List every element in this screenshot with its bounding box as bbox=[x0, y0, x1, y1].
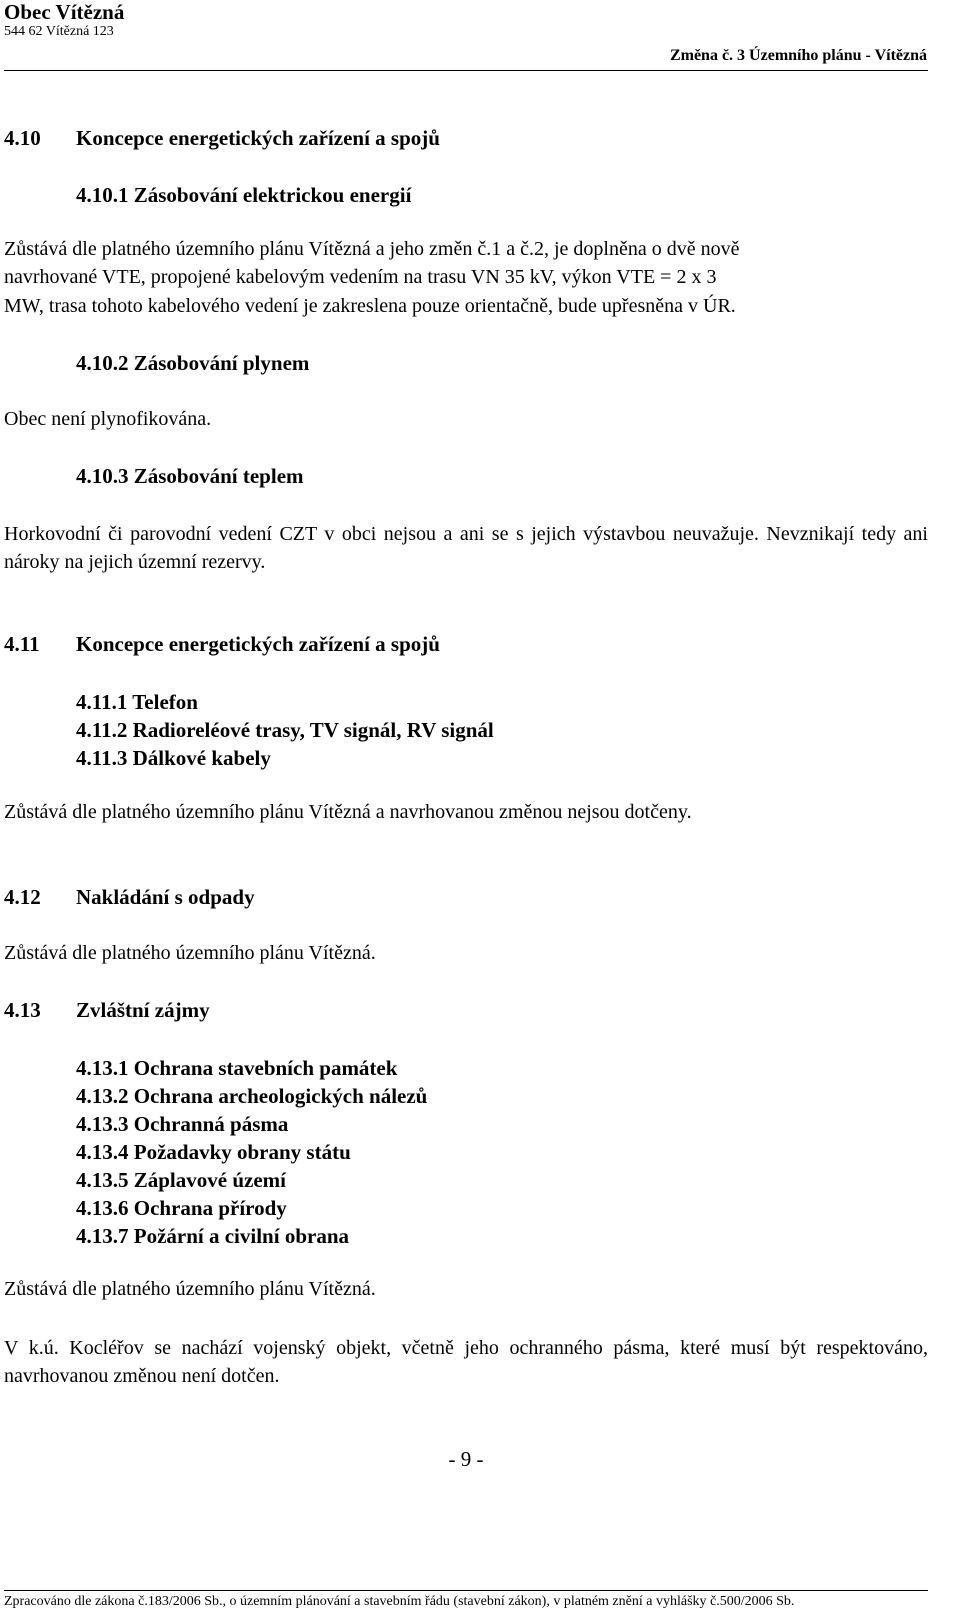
subsection-item: 4.13.3 Ochranná pásma bbox=[76, 1112, 289, 1136]
subsection-item: 4.11.1 Telefon bbox=[76, 690, 198, 714]
section-title: Zvláštní zájmy bbox=[76, 998, 210, 1022]
section-number: 4.13 bbox=[4, 998, 41, 1022]
subsection-4-10-3-heading: 4.10.3 Zásobování teplem bbox=[76, 464, 304, 488]
subsection-list-4-11 bbox=[76, 688, 494, 772]
subsection-item: 4.11.2 Radioreléové trasy, TV signál, RV signál bbox=[76, 718, 494, 742]
section-4-11-heading bbox=[4, 632, 440, 657]
subsection-item: 4.13.2 Ochrana archeologických nálezů bbox=[76, 1084, 428, 1108]
section-title: Koncepce energetických zařízení a spojů bbox=[76, 632, 440, 656]
paragraph: Obec není plynofikována. bbox=[4, 408, 212, 430]
municipality-name: Obec Vítězná bbox=[4, 0, 125, 24]
section-title: Nakládání s odpady bbox=[76, 885, 255, 909]
footer-rule bbox=[4, 1590, 928, 1591]
header-rule bbox=[4, 70, 928, 71]
section-number: 4.12 bbox=[4, 885, 41, 909]
paragraph: Horkovodní či parovodní vedení CZT v obci nejsou a ani se s jejich výstavbou neuvažuje. Nevznikají tedy ani nároky na jejich územní rezervy. bbox=[4, 523, 928, 573]
footer-text: Zpracováno dle zákona č.183/2006 Sb., o územním plánování a stavebním řádu (stavební zákon), v platném znění a vyhlášky č.500/2006 Sb. bbox=[4, 1594, 795, 1609]
subsection-item: 4.13.4 Požadavky obrany státu bbox=[76, 1140, 351, 1164]
section-title: Koncepce energetických zařízení a spojů bbox=[76, 126, 440, 150]
subsection-item: 4.11.3 Dálkové kabely bbox=[76, 746, 271, 770]
subsection-4-10-2-heading: 4.10.2 Zásobování plynem bbox=[76, 351, 310, 375]
paragraph: Zůstává dle platného územního plánu Vítězná a navrhovanou změnou nejsou dotčeny. bbox=[4, 801, 692, 823]
page-number: - 9 - bbox=[448, 1447, 484, 1471]
subsection-item: 4.13.6 Ochrana přírody bbox=[76, 1196, 287, 1220]
paragraph-line: MW, trasa tohoto kabelového vedení je zakreslena pouze orientačně, bude upřesněna v ÚR. bbox=[4, 295, 736, 317]
subsection-item: 4.13.1 Ochrana stavebních památek bbox=[76, 1056, 398, 1080]
subsection-4-10-1-heading: 4.10.1 Zásobování elektrickou energií bbox=[76, 183, 412, 207]
section-number: 4.11 bbox=[4, 632, 40, 656]
paragraph: Zůstává dle platného územního plánu Vítězná. bbox=[4, 1278, 376, 1300]
municipality-address: 544 62 Vítězná 123 bbox=[4, 24, 114, 39]
paragraph-line: navrhované VTE, propojené kabelovým vedením na trasu VN 35 kV, výkon VTE = 2 x 3 bbox=[4, 266, 717, 288]
paragraph-line: Zůstává dle platného územního plánu Vítězná a jeho změn č.1 a č.2, je doplněna o dvě nově bbox=[4, 238, 740, 260]
document-title: Změna č. 3 Územního plánu - Vítězná bbox=[669, 47, 927, 64]
section-4-12-heading bbox=[4, 885, 255, 910]
section-4-10-heading bbox=[4, 126, 440, 151]
section-number: 4.10 bbox=[4, 126, 41, 150]
subsection-item: 4.13.5 Záplavové území bbox=[76, 1168, 286, 1192]
paragraph: V k.ú. Kocléřov se nachází vojenský objekt, včetně jeho ochranného pásma, které musí být respektováno, navrhovanou změnou není dotčen. bbox=[4, 1337, 928, 1387]
subsection-item: 4.13.7 Požární a civilní obrana bbox=[76, 1224, 349, 1248]
section-4-13-heading bbox=[4, 998, 210, 1023]
subsection-list-4-13 bbox=[76, 1054, 427, 1250]
paragraph: Zůstává dle platného územního plánu Vítězná. bbox=[4, 942, 376, 964]
